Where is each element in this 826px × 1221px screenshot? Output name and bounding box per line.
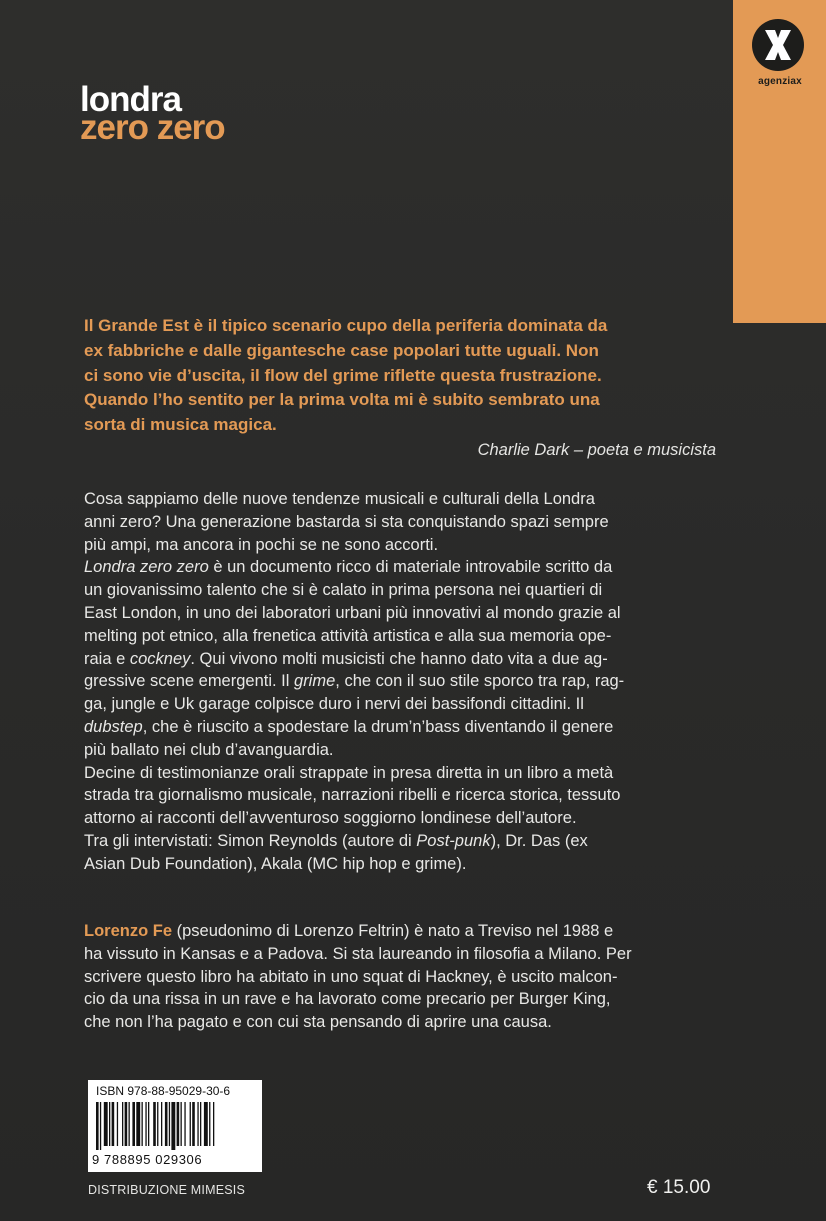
description-line: più ampi, ma ancora in pochi se ne sono accorti. (84, 535, 439, 554)
book-description (84, 488, 724, 876)
description-line: attorno ai racconti dell’avventuroso soggiorno londinese dell’autore. (84, 809, 577, 828)
author-bio-line: ha vissuto in Kansas e a Padova. Si sta laureando in filosofia a Milano. Per (84, 944, 632, 963)
description-line: Asian Dub Foundation), Akala (MC hip hop e grime). (84, 854, 467, 873)
description-line: anni zero? Una generazione bastarda si sta conquistando spazi sempre (84, 512, 609, 531)
barcode-digits: 9 788895 029306 (92, 1152, 203, 1167)
description-line: dubstep, che è riuscito a spodestare la drum’n’bass diventando il genere (84, 717, 614, 736)
book-title-line2: zero zero (80, 108, 225, 147)
quote-line: ex fabbriche e dalle gigantesche case popolari tutte uguali. Non (84, 340, 599, 360)
price: € 15.00 (647, 1177, 711, 1198)
author-bio-line: Lorenzo Fe (pseudonimo di Lorenzo Feltrin) è nato a Treviso nel 1988 e (84, 922, 614, 940)
pull-quote (84, 314, 724, 438)
x-badge-icon (751, 18, 805, 72)
author-bio-line: cio da una rissa in un rave e ha lavorato come precario per Burger King, (84, 990, 611, 1009)
quote-line: ci sono vie d’uscita, il flow del grime riflette questa frustrazione. (84, 365, 602, 385)
description-line: Tra gli intervistati: Simon Reynolds (autore di Post-punk), Dr. Das (ex (84, 831, 588, 850)
barcode-icon (96, 1102, 254, 1150)
quote-line: Quando l’ho sentito per la prima volta mi è subito sembrato una (84, 390, 600, 410)
description-line: Decine di testimonianze orali strappate in presa diretta in un libro a metà (84, 763, 614, 782)
author-name: Lorenzo Fe (84, 922, 173, 940)
isbn-label: ISBN 978-88-95029-30-6 (96, 1084, 231, 1098)
distribution-label: DISTRIBUZIONE MIMESIS (88, 1183, 245, 1197)
description-line: un giovanissimo talento che si è calato in prima persona nei quartieri di (84, 581, 603, 600)
quote-line: sorta di musica magica. (84, 415, 277, 435)
description-line: Cosa sappiamo delle nuove tendenze musicali e culturali della Londra (84, 490, 595, 508)
quote-attribution: Charlie Dark – poeta e musicista (477, 441, 716, 459)
author-bio (84, 920, 724, 1034)
barcode-panel (88, 1080, 262, 1172)
description-line: gressive scene emergenti. Il grime, che con il suo stile sporco tra rap, rag- (84, 672, 625, 691)
quote-line: Il Grande Est è il tipico scenario cupo della periferia dominata da (84, 316, 608, 335)
author-bio-line: che non l’ha pagato e con cui sta pensando di aprire una causa. (84, 1013, 552, 1032)
publisher-name: agenziax (758, 76, 802, 87)
description-line: Londra zero zero è un documento ricco di materiale introvabile scritto da (84, 558, 613, 577)
book-title-line1: londra (80, 80, 181, 119)
description-line: ga, jungle e Uk garage colpisce duro i nervi dei bassifondi cittadini. Il (84, 695, 584, 714)
description-line: melting pot etnico, alla frenetica attività artistica e alla sua memoria ope- (84, 626, 612, 645)
description-line: East London, in uno dei laboratori urbani più innovativi al mondo grazie al (84, 603, 621, 622)
description-line: raia e cockney. Qui vivono molti musicisti che hanno dato vita a due ag- (84, 649, 608, 668)
description-line: strada tra giornalismo musicale, narrazioni ribelli e ricerca storica, tessuto (84, 786, 621, 805)
author-bio-line: scrivere questo libro ha abitato in uno squat di Hackney, è uscito malcon- (84, 967, 618, 986)
description-line: più ballato nei club d’avanguardia. (84, 740, 334, 759)
